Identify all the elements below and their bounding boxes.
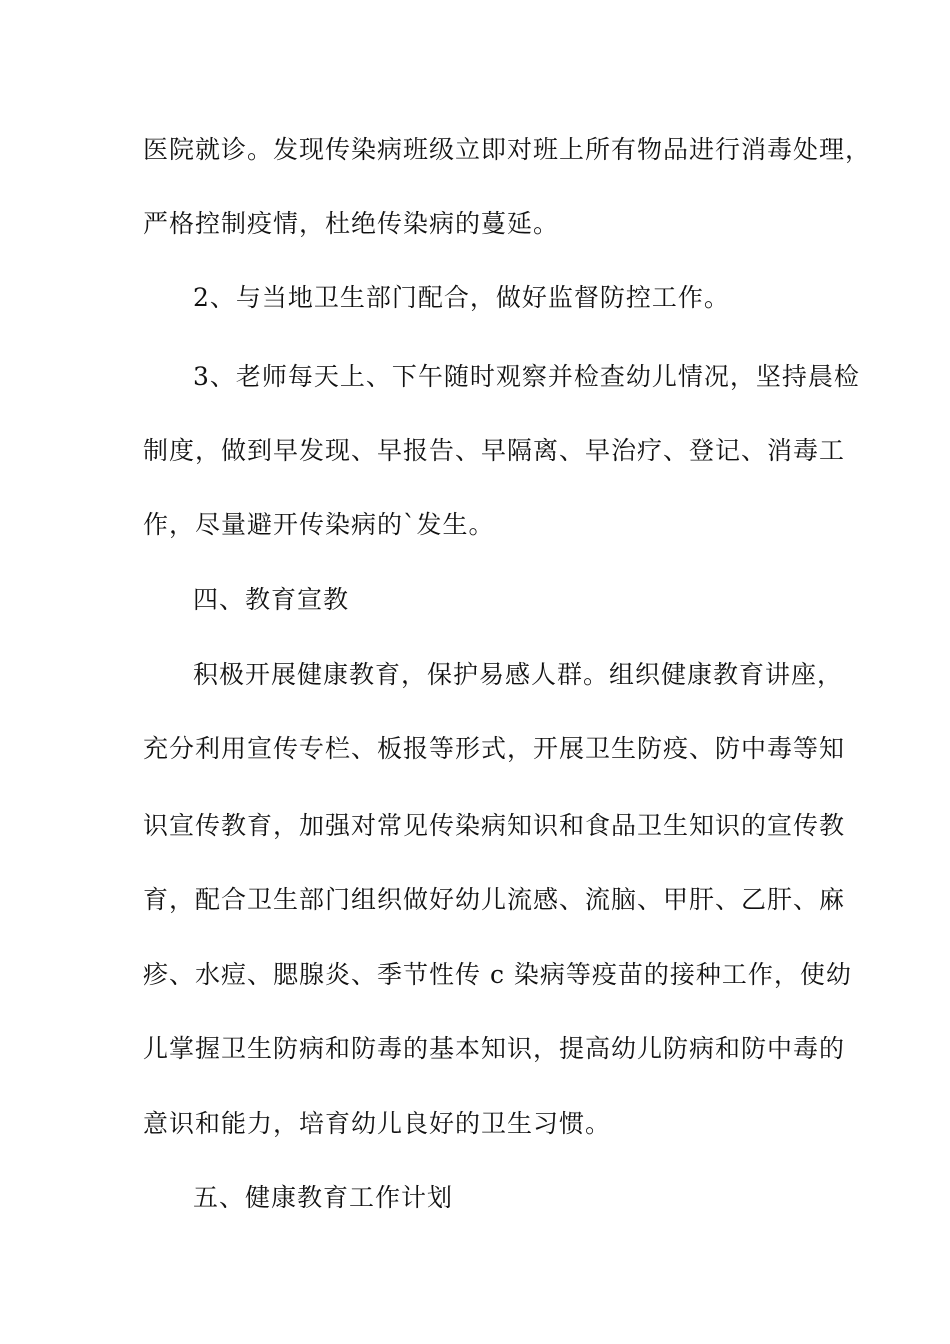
section-heading: 四、教育宣教 [193,585,350,614]
text-line: 识宣传教育，加强对常见传染病知识和食品卫生知识的宣传教 [143,811,846,840]
text-line: 疹、水痘、腮腺炎、季节性传 c 染病等疫苗的接种工作，使幼 [143,960,852,989]
section-heading: 五、健康教育工作计划 [193,1183,454,1212]
text-line: 积极开展健康教育，保护易感人群。组织健康教育讲座， [193,660,844,689]
text-line: 育，配合卫生部门组织做好幼儿流感、流脑、甲肝、乙肝、麻 [143,885,846,914]
text-line: 严格控制疫情，杜绝传染病的蔓延。 [143,209,560,238]
text-line: 制度，做到早发现、早报告、早隔离、早治疗、登记、消毒工 [143,436,846,465]
text-line: 2、与当地卫生部门配合，做好监督防控工作。 [193,283,730,312]
text-line: 意识和能力，培育幼儿良好的卫生习惯。 [143,1109,612,1138]
text-line: 作，尽量避开传染病的`发生。 [143,510,495,539]
text-line: 3、老师每天上、下午随时观察并检查幼儿情况，坚持晨检 [193,362,860,391]
text-line: 儿掌握卫生防病和防毒的基本知识，提高幼儿防病和防中毒的 [143,1034,846,1063]
text-line: 充分利用宣传专栏、板报等形式，开展卫生防疫、防中毒等知 [143,734,846,763]
text-line: 医院就诊。发现传染病班级立即对班上所有物品进行消毒处理， [143,135,872,164]
